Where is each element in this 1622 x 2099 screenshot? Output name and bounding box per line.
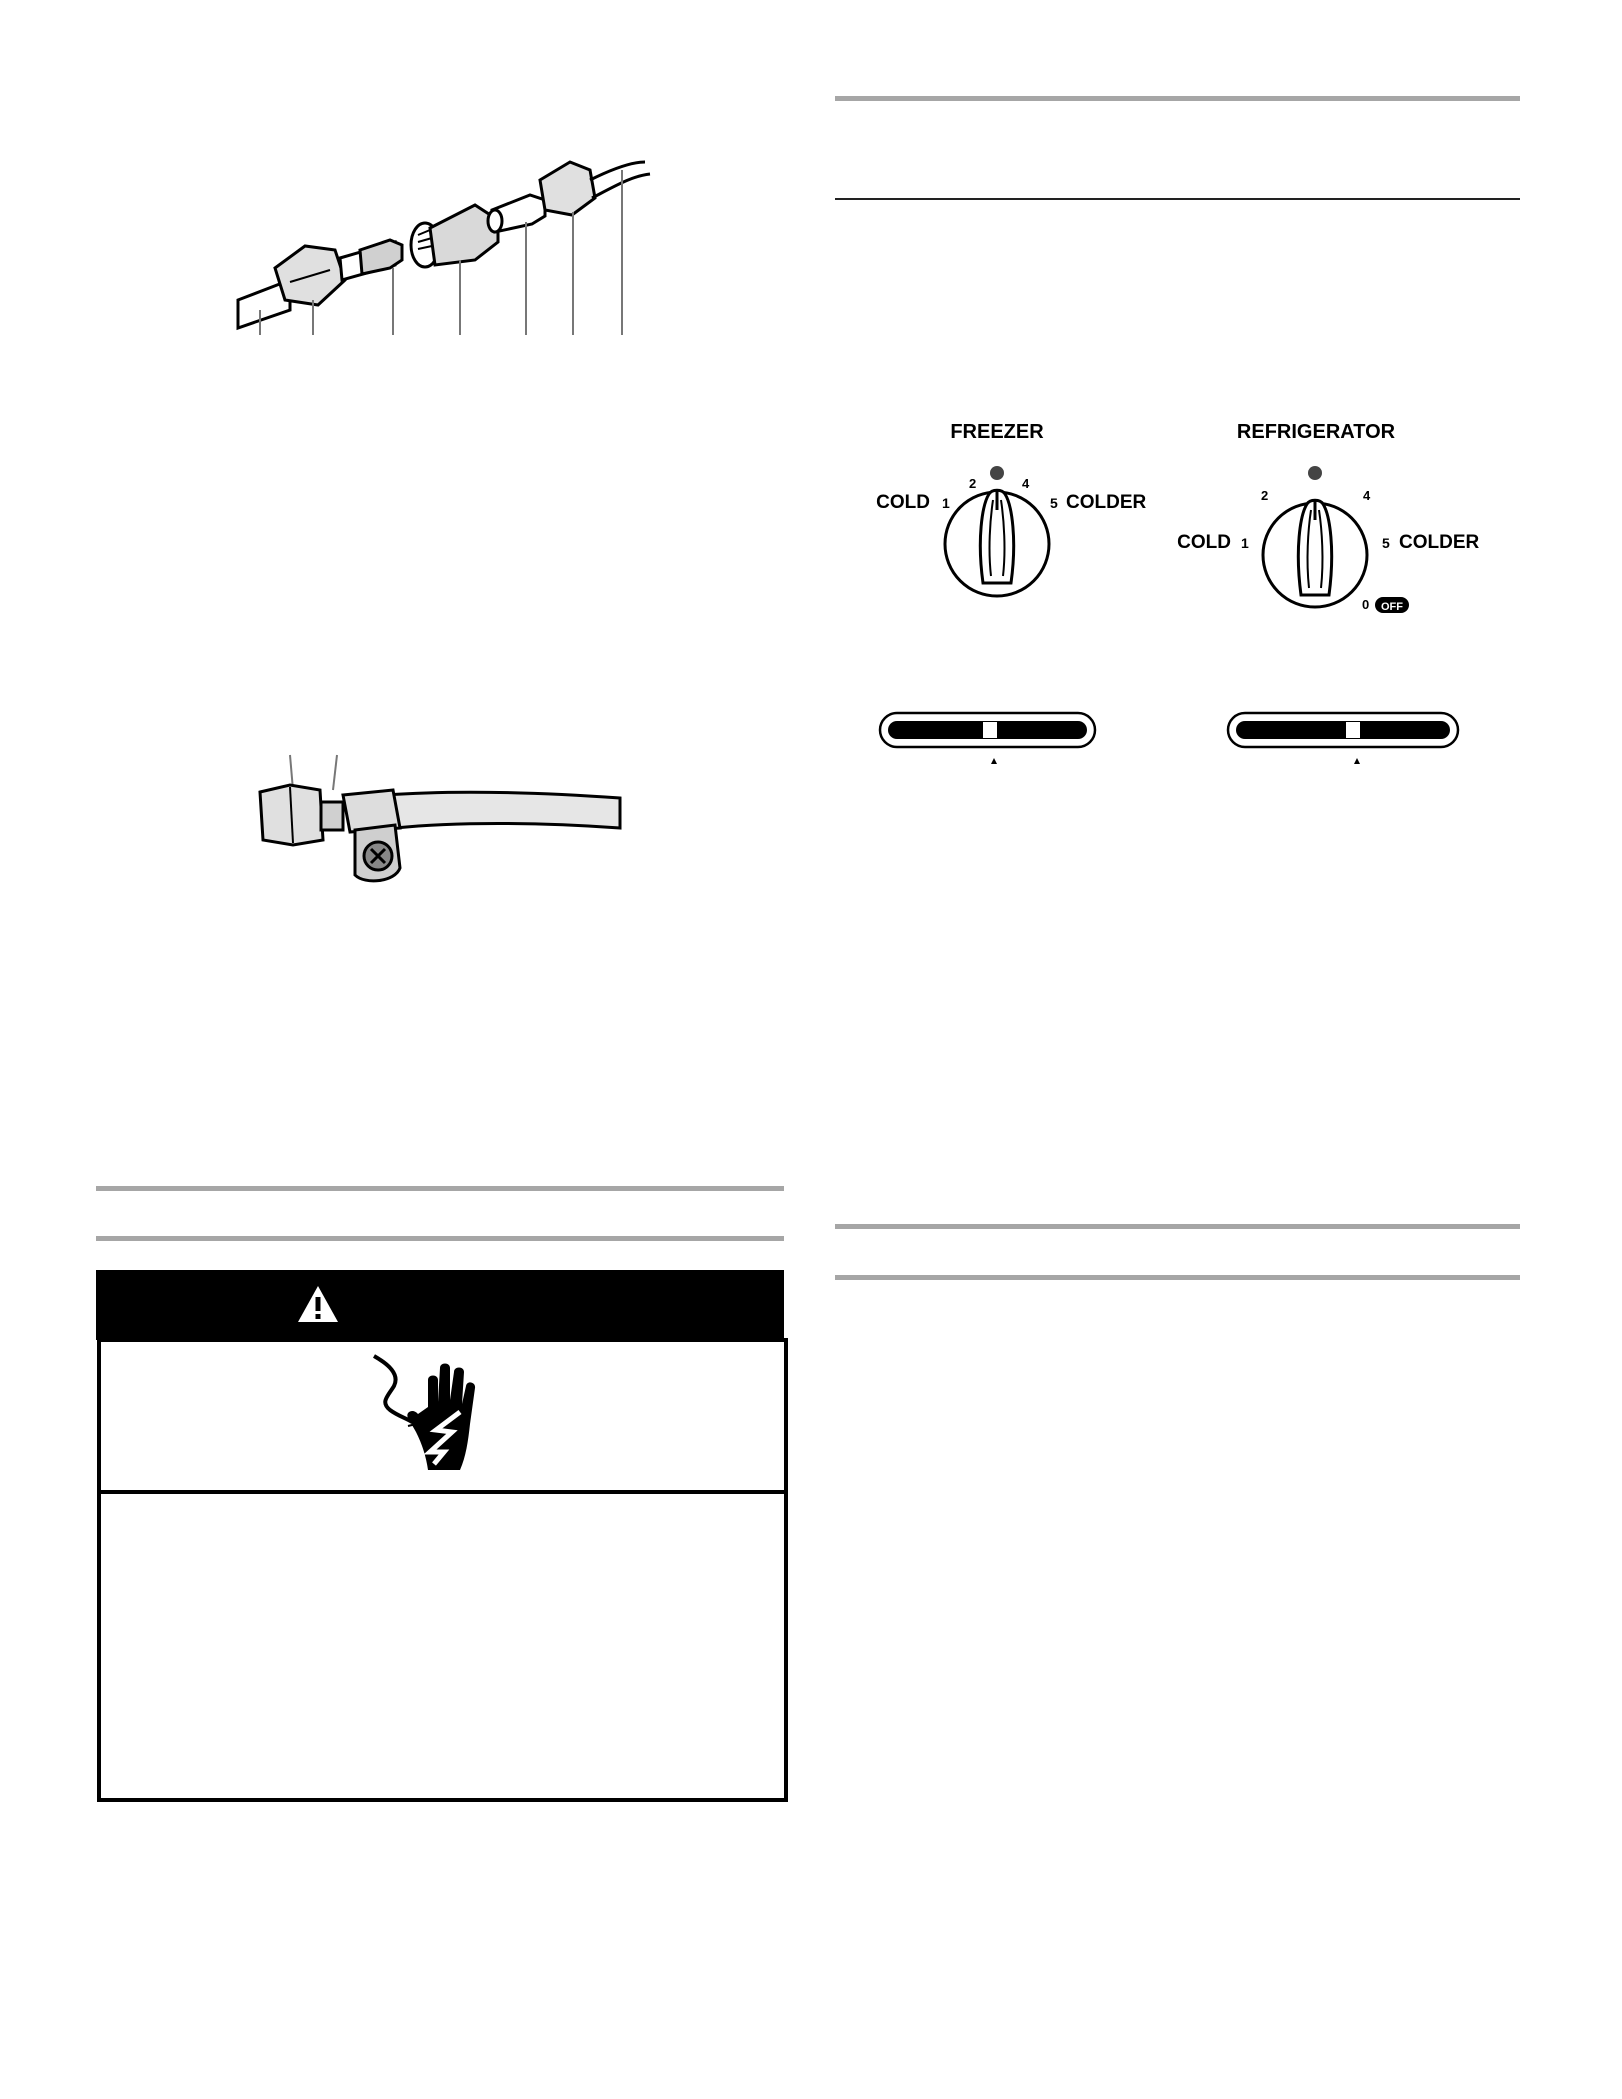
freezer-title: FREEZER bbox=[950, 421, 1044, 443]
refrigerator-setting-4: 4 bbox=[1363, 488, 1371, 503]
refrigerator-slider[interactable] bbox=[1228, 713, 1458, 764]
refrigerator-cold-label: COLD bbox=[1177, 532, 1231, 553]
freezer-dial[interactable] bbox=[945, 490, 1049, 596]
freezer-setting-5: 5 bbox=[1050, 495, 1058, 511]
water-valve-illustration bbox=[255, 750, 625, 890]
refrigerator-off-badge bbox=[1375, 597, 1409, 613]
refrigerator-setting-2: 2 bbox=[1261, 488, 1269, 503]
refrigerator-off-label: OFF bbox=[1381, 601, 1403, 613]
compression-fitting-illustration bbox=[230, 150, 660, 335]
refrigerator-title: REFRIGERATOR bbox=[1236, 421, 1396, 443]
warning-triangle-icon bbox=[296, 1284, 340, 1324]
freezer-colder-label: COLDER bbox=[1066, 492, 1147, 513]
freezer-cold-label: COLD bbox=[876, 492, 930, 513]
freezer-setting-4: 4 bbox=[1022, 476, 1030, 491]
freezer-slider[interactable] bbox=[880, 713, 1095, 764]
freezer-setting-1: 1 bbox=[942, 495, 950, 511]
refrigerator-setting-1: 1 bbox=[1241, 535, 1249, 551]
warning-header-bar bbox=[96, 1270, 784, 1340]
refrigerator-dial[interactable] bbox=[1263, 500, 1367, 607]
section-rule bbox=[96, 1186, 784, 1191]
electrical-shock-hand-icon bbox=[368, 1352, 488, 1477]
freezer-setting-2: 2 bbox=[969, 476, 977, 491]
section-rule bbox=[835, 96, 1520, 101]
section-rule bbox=[96, 1236, 784, 1241]
section-rule-thin bbox=[835, 198, 1520, 200]
refrigerator-off-number: 0 bbox=[1362, 597, 1370, 612]
section-rule bbox=[835, 1224, 1520, 1229]
refrigerator-colder-label: COLDER bbox=[1399, 532, 1480, 553]
warning-divider bbox=[97, 1490, 788, 1494]
section-rule bbox=[835, 1275, 1520, 1280]
refrigerator-setting-5: 5 bbox=[1382, 535, 1390, 551]
temperature-controls bbox=[860, 410, 1510, 780]
